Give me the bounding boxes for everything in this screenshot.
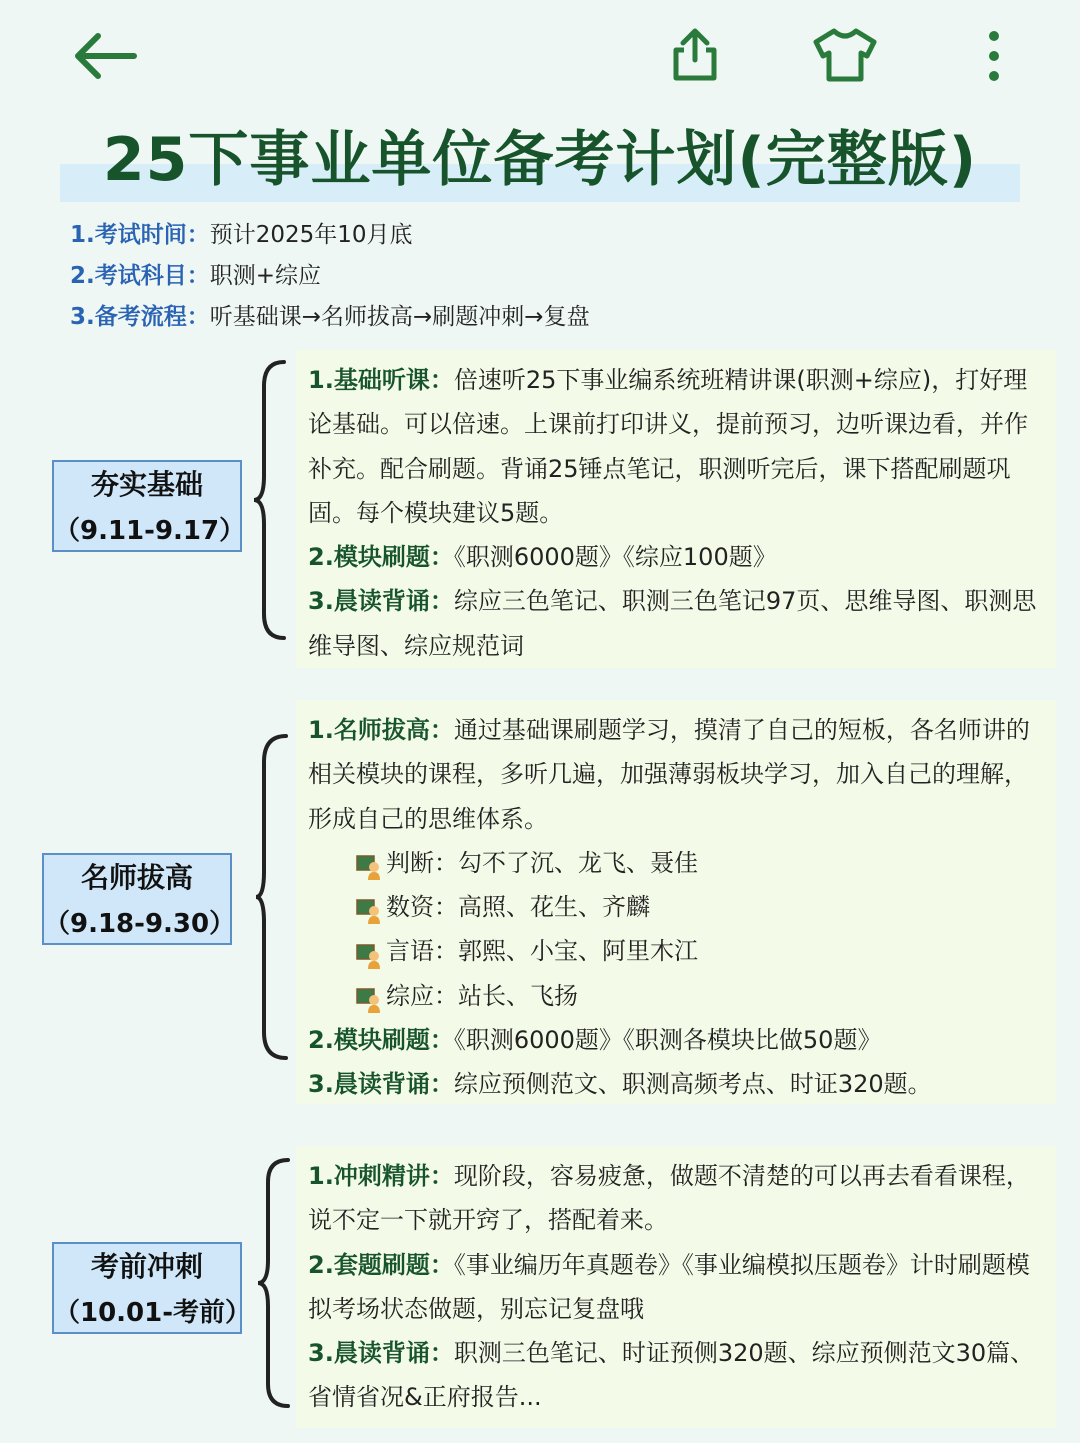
tshirt-icon (812, 26, 878, 84)
teacher-row: 言语： 郭熙、小宝、阿里木江 (308, 929, 1044, 973)
teacher-row: 综应： 站长、飞扬 (308, 974, 1044, 1018)
stage-3-item-3: 3.晨读背诵：职测三色笔记、时证预侧320题、综应预侧范文30篇、省情省况&正府报告... (308, 1339, 1035, 1412)
stage-panel-advanced (296, 700, 1056, 1104)
stage-label-advanced: 名师拔高 （9.18-9.30） (42, 853, 232, 945)
back-button[interactable] (72, 30, 138, 82)
stage-3-item-1: 1.冲刺精讲：现阶段，容易疲惫，做题不清楚的可以再去看看课程，说不定一下就开窍了，搭配着来。 (308, 1162, 1030, 1235)
info-exam-subjects: 2.考试科目：职测+综应 (70, 263, 322, 289)
stage-3-item-2: 2.套题刷题：《事业编历年真题卷》《事业编模拟压题卷》计时刷题模拟考场状态做题，别忘记复盘哦 (308, 1250, 1030, 1323)
info-exam-time: 1.考试时间：预计2025年10月底 (70, 222, 413, 248)
stage-1-item-2: 2.模块刷题：《职测6000题》《综应100题》 (308, 543, 777, 572)
teacher-row: 判断： 勾不了沉、龙飞、聂佳 (308, 841, 1044, 885)
stage-2-item-3: 3.晨读背诵：综应预侧范文、职测高频考点、时证320题。 (308, 1070, 932, 1099)
stage-2-item-2: 2.模块刷题：《职测6000题》《职测各模块比做50题》 (308, 1026, 882, 1055)
stage-panel-foundation (296, 350, 1056, 668)
theme-button[interactable] (812, 26, 878, 84)
page-title: 25下事业单位备考计划(完整版) (60, 118, 1020, 202)
share-icon (668, 26, 722, 84)
brace-stage-3 (254, 1156, 294, 1410)
teacher-icon (356, 939, 382, 965)
teacher-icon (356, 894, 382, 920)
arrow-left-icon (72, 30, 138, 82)
teacher-row: 数资： 高照、花生、齐麟 (308, 885, 1044, 929)
stage-2-item-1: 1.名师拔高：通过基础课刷题学习，摸清了自己的短板，各名师讲的相关模块的课程，多听几遍，加强薄弱板块学习，加入自己的理解，形成自己的思维体系。 (308, 716, 1030, 833)
teacher-icon (356, 983, 382, 1009)
stage-label-foundation: 夯实基础 （9.11-9.17） (52, 460, 242, 552)
stage-1-item-3: 3.晨读背诵：综应三色笔记、职测三色笔记97页、思维导图、职测思维导图、综应规范词 (308, 587, 1037, 660)
stage-label-sprint: 考前冲刺 （10.01-考前） (52, 1242, 242, 1334)
teacher-icon (356, 850, 382, 876)
top-bar (0, 0, 1080, 110)
more-vertical-icon (978, 28, 1010, 84)
share-button[interactable] (668, 26, 722, 84)
brace-stage-2 (252, 732, 292, 1062)
more-button[interactable] (978, 28, 1010, 84)
stage-1-item-1: 1.基础听课：倍速听25下事业编系统班精讲课(职测+综应)，打好理论基础。可以倍速。上课前打印讲义，提前预习，边听课边看，并作补充。配合刷题。背诵25锤点笔记，职测听完后，课下搭配刷题巩固。每个模块建议5题。 (308, 366, 1028, 527)
stage-panel-sprint (296, 1146, 1056, 1428)
brace-stage-1 (250, 358, 290, 642)
info-prep-flow: 3.备考流程：听基础课→名师拔高→刷题冲刺→复盘 (70, 304, 590, 330)
